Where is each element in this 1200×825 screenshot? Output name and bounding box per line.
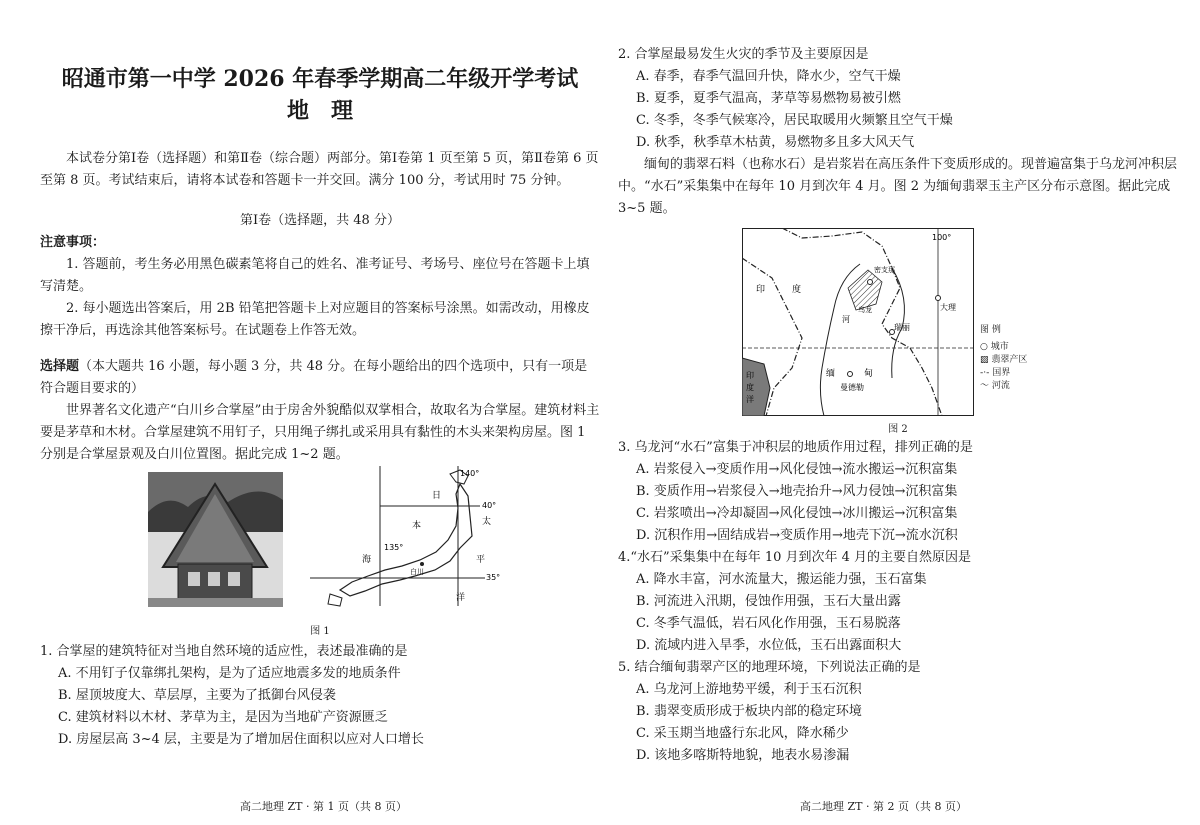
q4-stem: 4.“水石”采集集中在每年 10 月到次年 4 月的主要自然原因是 bbox=[618, 550, 972, 565]
mandalay-label: 曼德勒 bbox=[840, 383, 864, 392]
q2-option: A. 春季，春季气温回升快，降水少，空气干燥 bbox=[636, 69, 901, 84]
city-icon: ○ bbox=[980, 342, 991, 352]
figure-2 bbox=[618, 228, 1178, 420]
figure-2-caption: 图 2 bbox=[888, 424, 908, 435]
legend-item-jade: ▨ 翡翠产区 bbox=[980, 355, 1028, 365]
lon135-label: 135° bbox=[384, 543, 404, 552]
q4-option: C. 冬季气温低，岩石风化作用强，玉石易脱落 bbox=[636, 616, 901, 631]
lat40-label: 40° bbox=[482, 501, 497, 510]
dian-label: 甸 bbox=[864, 369, 874, 379]
lon140-label: 140° bbox=[460, 469, 480, 478]
lat35-label: 35° bbox=[486, 573, 501, 582]
right-page bbox=[618, 0, 1178, 825]
ri-label: 日 bbox=[432, 491, 442, 501]
note-item: 1. 答题前，考生务必用黑色碳素笔将自己的姓名、准考证号、考场号、座位号在答题卡上填写清楚。 bbox=[40, 257, 590, 294]
q3-stem: 3. 乌龙河“水石”富集于冲积层的地质作用过程，排列正确的是 bbox=[618, 440, 973, 455]
ocean-label-3: 洋 bbox=[746, 395, 754, 404]
map-legend bbox=[980, 324, 1027, 393]
left-page bbox=[40, 0, 600, 825]
exam-subject: 地 理 bbox=[286, 98, 353, 124]
ocean-label-1: 印 bbox=[746, 371, 754, 380]
wulong-label: 乌龙 bbox=[858, 306, 872, 314]
q4-option: B. 河流进入汛期，侵蚀作用强，玉石大量出露 bbox=[636, 594, 901, 609]
border-line-icon: -·- bbox=[980, 368, 993, 378]
q5-option: B. 翡翠变质形成于板块内部的稳定环境 bbox=[636, 704, 862, 719]
ruili-label: 瑞丽 bbox=[894, 323, 910, 332]
japan-map bbox=[310, 466, 510, 611]
q2-stem: 2. 合掌屋最易发生火灾的季节及主要原因是 bbox=[618, 47, 869, 62]
q5-option: D. 该地多喀斯特地貌，地表水易渗漏 bbox=[636, 748, 850, 763]
q3-option: D. 沉积作用→固结成岩→变质作用→地壳下沉→流水沉积 bbox=[636, 528, 958, 543]
river-line-icon: ～ bbox=[980, 381, 992, 391]
choice-intro bbox=[40, 356, 600, 400]
mizhina-label: 密支那 bbox=[874, 266, 895, 274]
legend-item-city: ○ 城市 bbox=[980, 342, 1009, 352]
house-photo bbox=[148, 472, 283, 607]
q5-option: A. 乌龙河上游地势平缓，利于玉石沉积 bbox=[636, 682, 862, 697]
passage-2: 缅甸的翡翠石料（也称水石）是岩浆岩在高压条件下变质形成的。现普遍富集于乌龙河冲积层中。“水石”采集集中在每年 10 月到次年 4 月。图 2 为缅甸翡翠玉主产区分布示意图。据此完成 3~5 题。 bbox=[618, 157, 1178, 216]
mian-label: 缅 bbox=[826, 369, 836, 379]
choice-text: （本大题共 16 小题，每小题 3 分，共 48 分。在每小题给出的四个选项中，只有一项是符合题目要求的） bbox=[40, 359, 588, 396]
q1-stem: 1. 合掌屋的建筑特征对当地自然环境的适应性，表述最准确的是 bbox=[40, 644, 408, 659]
q1-option: D. 房屋层高 3~4 层，主要是为了增加居住面积以应对人口增长 bbox=[58, 732, 424, 747]
legend-title: 图 例 bbox=[980, 325, 1001, 335]
section-heading: 第Ⅰ卷（选择题，共 48 分） bbox=[240, 213, 400, 228]
q2-option: B. 夏季，夏季气温高，茅草等易燃物易被引燃 bbox=[636, 91, 901, 106]
q4-option: D. 流域内进入旱季，水位低，玉石出露面积大 bbox=[636, 638, 902, 653]
myanmar-map bbox=[742, 228, 974, 416]
lon100-label: 100° bbox=[932, 233, 952, 242]
tai-label: 太 bbox=[482, 517, 492, 527]
passage-1: 世界著名文化遗产“白川乡合掌屋”由于房舍外貌酷似双掌相合，故取名为合掌屋。建筑材料主要是茅草和木材。合掌屋建筑不用钉子，只用绳子绑扎或采用具有黏性的木头来架构房屋。图 1 分别是合掌屋景观及白川位置图。据此完成 1~2 题。 bbox=[40, 403, 600, 462]
hatch-icon: ▨ bbox=[980, 355, 992, 365]
ben-label: 本 bbox=[412, 521, 422, 531]
q3-option: A. 岩浆侵入→变质作用→风化侵蚀→流水搬运→沉积富集 bbox=[636, 462, 958, 477]
q3-option: B. 变质作用→岩浆侵入→地壳抬升→风力侵蚀→沉积富集 bbox=[636, 484, 958, 499]
q4-option: A. 降水丰富，河水流量大，搬运能力强，玉石富集 bbox=[636, 572, 927, 587]
footer-right: 高二地理 ZT · 第 2 页（共 8 页） bbox=[800, 800, 967, 813]
exam-title: 昭通市第一中学 2026 年春季学期高二年级开学考试 bbox=[61, 66, 579, 92]
ocean-label-2: 度 bbox=[746, 383, 754, 392]
he-label: 河 bbox=[842, 315, 850, 324]
figure-1-caption: 图 1 bbox=[310, 626, 330, 637]
notes-heading: 注意事项： bbox=[40, 235, 106, 250]
figure-1 bbox=[40, 469, 600, 622]
choice-label: 选择题 bbox=[40, 359, 80, 374]
yang-label: 洋 bbox=[456, 593, 466, 603]
hai-label: 海 bbox=[362, 555, 372, 565]
q2-option: C. 冬季，冬季气候寒冷，居民取暖用火频繁且空气干燥 bbox=[636, 113, 953, 128]
exam-intro: 本试卷分第Ⅰ卷（选择题）和第Ⅱ卷（综合题）两部分。第Ⅰ卷第 1 页至第 5 页，第Ⅱ卷第 6 页至第 8 页。考试结束后，请将本试卷和答题卡一并交回。满分 100 分，考试用时 75 分钟。 bbox=[40, 151, 599, 188]
q5-stem: 5. 结合缅甸翡翠产区的地理环境，下列说法正确的是 bbox=[618, 660, 921, 675]
legend-item-border: -·- 国界 bbox=[980, 368, 1011, 378]
q5-option: C. 采玉期当地盛行东北风，降水稀少 bbox=[636, 726, 849, 741]
q1-option: A. 不用钉子仅靠绑扎架构，是为了适应地震多发的地质条件 bbox=[58, 666, 401, 681]
q2-option: D. 秋季，秋季草木枯黄，易燃物多且多大风天气 bbox=[636, 135, 915, 150]
dali-label: 大理 bbox=[940, 303, 956, 312]
q1-option: B. 屋顶坡度大、草层厚，主要为了抵御台风侵袭 bbox=[58, 688, 336, 703]
ping-label: 平 bbox=[476, 555, 486, 565]
footer-left: 高二地理 ZT · 第 1 页（共 8 页） bbox=[240, 800, 407, 813]
q1-option: C. 建筑材料以木材、茅草为主，是因为当地矿产资源匮乏 bbox=[58, 710, 388, 725]
q3-option: C. 岩浆喷出→冷却凝固→风化侵蚀→冰川搬运→沉积富集 bbox=[636, 506, 958, 521]
baichuan-label: 白川 bbox=[410, 568, 424, 576]
legend-item-river: ～ 河流 bbox=[980, 381, 1010, 391]
note-item: 2. 每小题选出答案后，用 2B 铅笔把答题卡上对应题目的答案标号涂黑。如需改动，用橡皮擦干净后，再选涂其他答案标号。在试题卷上作答无效。 bbox=[40, 301, 590, 338]
india-label: 印 bbox=[756, 285, 766, 295]
india-label-2: 度 bbox=[792, 285, 802, 295]
